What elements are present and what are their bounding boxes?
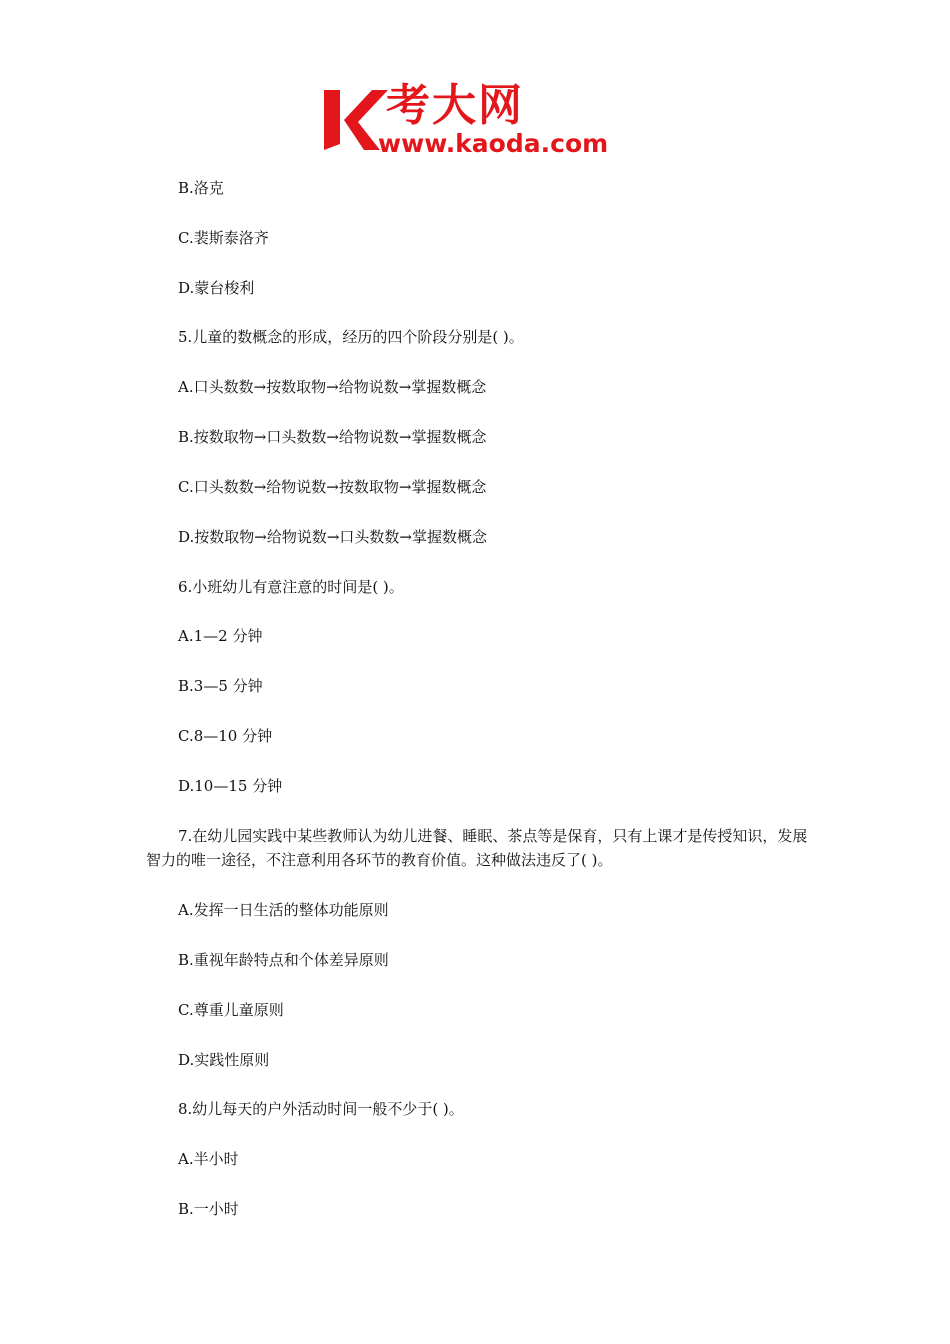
q5-option-b: B.按数取物→口头数数→给物说数→掌握数概念 <box>178 428 487 446</box>
q8-option-b: B.一小时 <box>178 1200 239 1218</box>
q5-stem: 5.儿童的数概念的形成，经历的四个阶段分别是( )。 <box>178 328 524 346</box>
q4-option-c: C.裴斯泰洛齐 <box>178 229 269 247</box>
q7-option-a: A.发挥一日生活的整体功能原则 <box>178 901 389 919</box>
q7-option-d: D.实践性原则 <box>178 1051 270 1069</box>
logo-chinese-text: 考大网 <box>386 80 524 131</box>
kaoda-logo <box>320 80 640 160</box>
q6-option-a: A.1—2 分钟 <box>178 627 263 645</box>
q5-option-a: A.口头数数→按数取物→给物说数→掌握数概念 <box>178 378 487 396</box>
q6-option-b: B.3—5 分钟 <box>178 677 263 695</box>
q7-option-c: C.尊重儿童原则 <box>178 1001 284 1019</box>
q7-stem: 7.在幼儿园实践中某些教师认为幼儿进餐、睡眠、茶点等是保育，只有上课才是传授知识，发展智力的唯一途径，不注意利用各环节的教育价值。这种做法违反了( )。 <box>146 827 808 869</box>
q6-stem: 6.小班幼儿有意注意的时间是( )。 <box>178 578 404 596</box>
q5-option-d: D.按数取物→给物说数→口头数数→掌握数概念 <box>178 528 487 546</box>
q6-option-c: C.8—10 分钟 <box>178 727 273 745</box>
q8-option-a: A.半小时 <box>178 1150 239 1168</box>
q4-option-d: D.蒙台梭利 <box>178 279 255 297</box>
logo-url-text: www.kaoda.com <box>378 129 609 158</box>
q6-option-d: D.10—15 分钟 <box>178 777 283 795</box>
q4-option-b: B.洛克 <box>178 179 224 197</box>
q5-option-c: C.口头数数→给物说数→按数取物→掌握数概念 <box>178 478 487 496</box>
q7-option-b: B.重视年龄特点和个体差异原则 <box>178 951 389 969</box>
q8-stem: 8.幼儿每天的户外活动时间一般不少于( )。 <box>178 1100 464 1118</box>
